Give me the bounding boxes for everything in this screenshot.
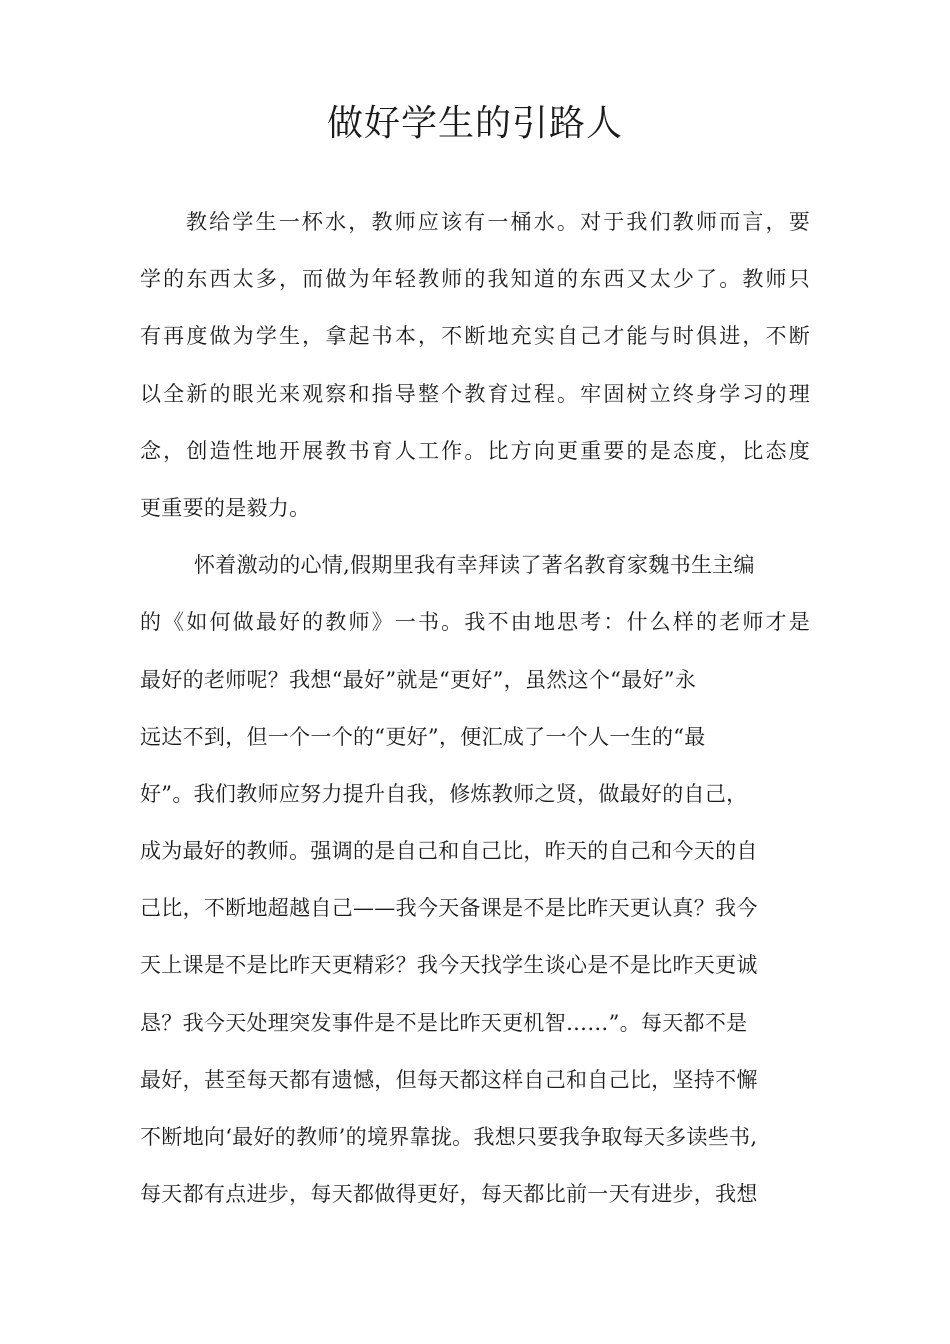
text-line: 恳？我今天处理突发事件是不是比昨天更机智……”。每天都不是 xyxy=(140,1010,748,1035)
text-line: 以全新的眼光来观察和指导整个教育过程。牢固树立终身学习的理 xyxy=(140,381,810,406)
text-line: 己比，不断地超越自己——我今天备课是不是比昨天更认真？我今 xyxy=(140,896,758,921)
text-line: 成为最好的教师。强调的是自己和自己比，昨天的自己和今天的自 xyxy=(140,839,758,864)
text-line: 教给学生一杯水，教师应该有一桶水。对于我们教师而言，要 xyxy=(186,210,810,234)
text-line: 念，创造性地开展教书育人工作。比方向更重要的是态度，比态度 xyxy=(140,438,810,463)
text-line: 有再度做为学生，拿起书本，不断地充实自己才能与时俱进，不断 xyxy=(140,324,810,349)
text-line: 的《如何做最好的教师》一书。我不由地思考：什么样的老师才是 xyxy=(140,610,810,635)
text-line: 怀着激动的心情,假期里我有幸拜读了著名教育家魏书生主编 xyxy=(194,553,755,578)
paragraph-1 xyxy=(140,194,810,537)
text-line: 最好，甚至每天都有遗憾，但每天都这样自己和自己比，坚持不懈 xyxy=(140,1067,758,1092)
document-body xyxy=(140,194,810,1223)
text-line: 天上课是不是比昨天更精彩？我今天找学生谈心是不是比昨天更诚 xyxy=(140,953,758,978)
text-line: 远达不到，但一个一个的“更好”，便汇成了一个人一生的“最 xyxy=(140,724,706,749)
text-line: 更重要的是毅力。 xyxy=(140,495,311,520)
text-line: 好”。我们教师应努力提升自我，修炼教师之贤，做最好的自己， xyxy=(140,781,748,806)
text-line: 不断地向‘最好的教师’的境界靠拢。我想只要我争取每天多读些书, xyxy=(140,1125,758,1149)
text-line: 学的东西太多，而做为年轻教师的我知道的东西又太少了。教师只 xyxy=(140,267,810,292)
document-title: 做好学生的引路人 xyxy=(326,103,623,144)
text-line: 最好的老师呢？我想“最好”就是“更好”，虽然这个“最好”永 xyxy=(140,667,697,692)
paragraph-2 xyxy=(140,537,810,1223)
text-line: 每天都有点进步，每天都做得更好，每天都比前一天有进步，我想 xyxy=(140,1182,758,1207)
